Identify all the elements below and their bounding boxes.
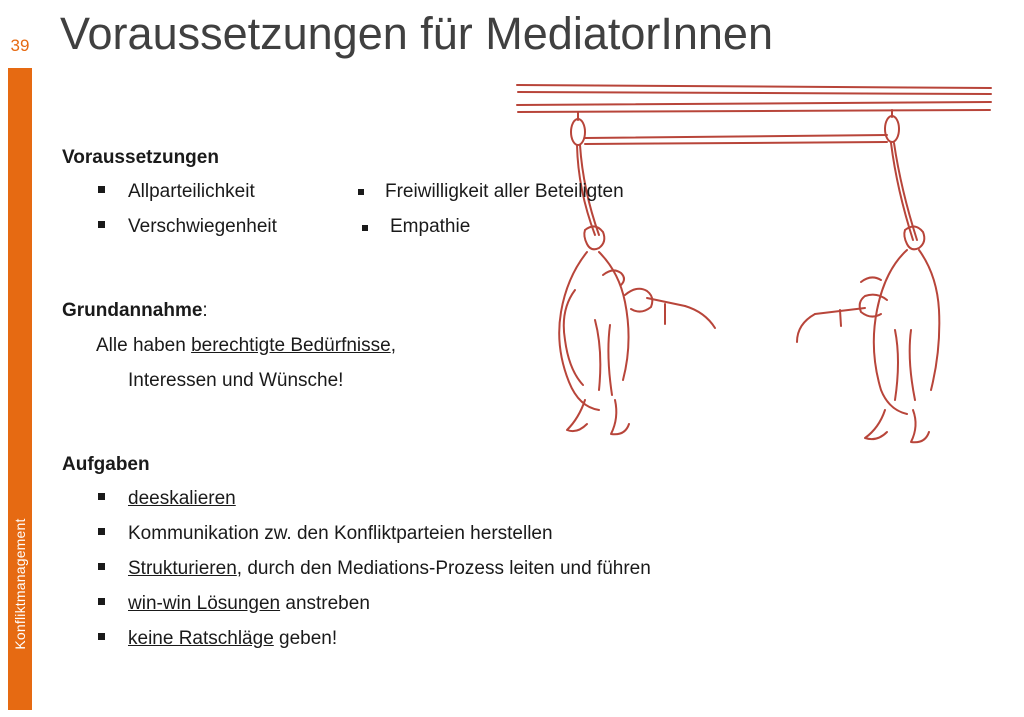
- bullet-square-icon: [98, 598, 105, 605]
- list-item: [128, 488, 236, 510]
- bullet-square-icon: [98, 528, 105, 535]
- strukturieren-link[interactable]: Strukturieren: [128, 558, 237, 579]
- aufgaben-heading: Aufgaben: [62, 454, 150, 475]
- item-text: anstreben: [280, 593, 370, 614]
- ratschlaege-link[interactable]: keine Ratschläge: [128, 628, 274, 649]
- grundannahme-heading: [62, 300, 208, 322]
- page-title: Voraussetzungen für MediatorInnen: [60, 8, 773, 59]
- win-win-link[interactable]: win-win Lösungen: [128, 593, 281, 614]
- grundannahme-line-1: [96, 335, 396, 357]
- hanging-figures-illustration: [515, 80, 995, 460]
- list-item: [128, 593, 370, 615]
- bullet-square-icon: [358, 189, 364, 195]
- list-item: Freiwilligkeit aller Beteiligten: [385, 181, 624, 202]
- item-text: geben!: [273, 628, 338, 649]
- sidebar-label: Konfliktmanagement: [12, 518, 28, 650]
- bullet-square-icon: [98, 493, 105, 500]
- grundannahme-heading-text: Grundannahme: [62, 300, 203, 321]
- grundannahme-suffix: ,: [390, 335, 396, 356]
- bullet-square-icon: [362, 225, 368, 231]
- list-item: [128, 558, 651, 580]
- bullet-square-icon: [98, 633, 105, 640]
- list-item: Verschwiegenheit: [128, 216, 277, 237]
- beduerfnisse-link[interactable]: berechtigte Bedürfnisse: [191, 335, 391, 356]
- voraussetzungen-heading: Voraussetzungen: [62, 147, 219, 168]
- bullet-square-icon: [98, 563, 105, 570]
- bullet-square-icon: [98, 221, 105, 228]
- deeskalieren-link[interactable]: deeskalieren: [128, 488, 236, 509]
- grundannahme-colon: :: [202, 300, 208, 321]
- item-text: , durch den Mediations-Prozess leiten und führen: [236, 558, 651, 579]
- page-number: 39: [10, 36, 30, 55]
- bullet-square-icon: [98, 186, 105, 193]
- list-item: Empathie: [390, 216, 471, 237]
- grundannahme-line-2: Interessen und Wünsche!: [128, 370, 344, 391]
- grundannahme-prefix: Alle haben: [96, 335, 192, 356]
- list-item: Allparteilichkeit: [128, 181, 255, 202]
- list-item: [128, 628, 337, 650]
- list-item: Kommunikation zw. den Konfliktparteien herstellen: [128, 523, 553, 544]
